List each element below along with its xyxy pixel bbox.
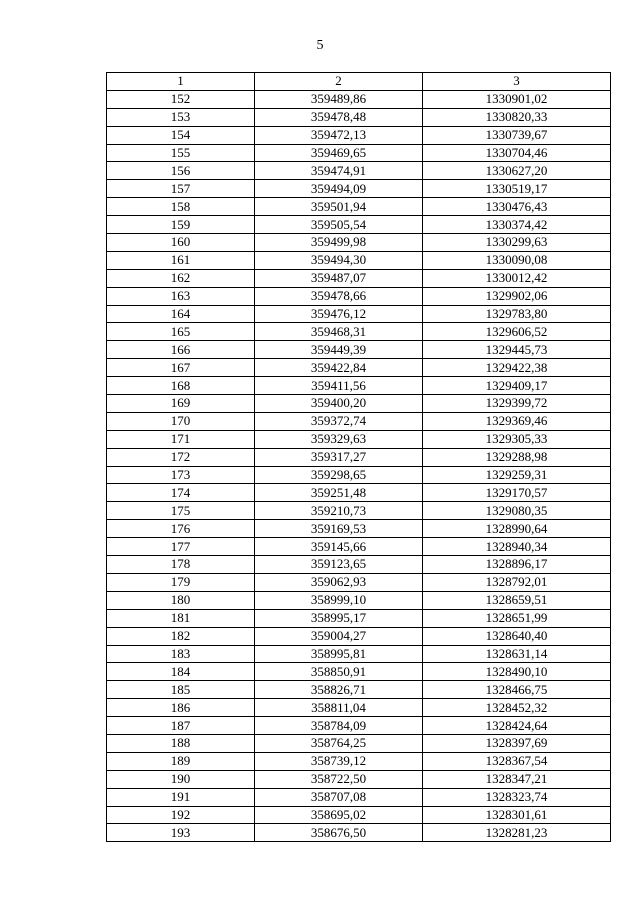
y-coordinate-cell: 1329305,33	[423, 430, 611, 448]
y-coordinate-cell: 1330374,42	[423, 216, 611, 234]
x-coordinate-cell: 359372,74	[255, 412, 423, 430]
y-coordinate-cell: 1329288,98	[423, 448, 611, 466]
table-row	[107, 627, 611, 645]
table-row	[107, 573, 611, 591]
table-row	[107, 180, 611, 198]
y-coordinate-cell: 1328466,75	[423, 681, 611, 699]
table-row	[107, 395, 611, 413]
point-number-cell: 173	[107, 466, 255, 484]
x-coordinate-cell: 359317,27	[255, 448, 423, 466]
table-row	[107, 412, 611, 430]
point-number-cell: 153	[107, 108, 255, 126]
table-row	[107, 734, 611, 752]
y-coordinate-cell: 1328323,74	[423, 788, 611, 806]
point-number-cell: 191	[107, 788, 255, 806]
table-row	[107, 752, 611, 770]
point-number-cell: 162	[107, 269, 255, 287]
x-coordinate-cell: 359422,84	[255, 359, 423, 377]
x-coordinate-cell: 359494,09	[255, 180, 423, 198]
x-coordinate-cell: 358695,02	[255, 806, 423, 824]
y-coordinate-cell: 1330704,46	[423, 144, 611, 162]
table-row	[107, 144, 611, 162]
point-number-cell: 180	[107, 591, 255, 609]
page-number: 5	[316, 38, 324, 53]
point-number-cell: 154	[107, 126, 255, 144]
y-coordinate-cell: 1328631,14	[423, 645, 611, 663]
y-coordinate-cell: 1328301,61	[423, 806, 611, 824]
point-number-cell: 178	[107, 556, 255, 574]
point-number-cell: 168	[107, 377, 255, 395]
table-row	[107, 108, 611, 126]
y-coordinate-cell: 1330519,17	[423, 180, 611, 198]
table-row	[107, 448, 611, 466]
table-row	[107, 824, 611, 842]
x-coordinate-cell: 359169,53	[255, 520, 423, 538]
table-row	[107, 251, 611, 269]
point-number-cell: 155	[107, 144, 255, 162]
table-row	[107, 216, 611, 234]
point-number-cell: 169	[107, 395, 255, 413]
table-row	[107, 770, 611, 788]
point-number-cell: 160	[107, 234, 255, 252]
x-coordinate-cell: 358764,25	[255, 734, 423, 752]
table-row	[107, 359, 611, 377]
x-coordinate-cell: 359494,30	[255, 251, 423, 269]
table-row	[107, 377, 611, 395]
x-coordinate-cell: 359469,65	[255, 144, 423, 162]
table-row	[107, 126, 611, 144]
point-number-cell: 159	[107, 216, 255, 234]
y-coordinate-cell: 1330627,20	[423, 162, 611, 180]
point-number-cell: 183	[107, 645, 255, 663]
table-row	[107, 234, 611, 252]
x-coordinate-cell: 359499,98	[255, 234, 423, 252]
y-coordinate-cell: 1330901,02	[423, 90, 611, 108]
table-row	[107, 717, 611, 735]
point-number-cell: 185	[107, 681, 255, 699]
y-coordinate-cell: 1328281,23	[423, 824, 611, 842]
table-row	[107, 305, 611, 323]
y-coordinate-cell: 1330739,67	[423, 126, 611, 144]
y-coordinate-cell: 1328640,40	[423, 627, 611, 645]
y-coordinate-cell: 1328452,32	[423, 699, 611, 717]
y-coordinate-cell: 1329409,17	[423, 377, 611, 395]
table-row	[107, 806, 611, 824]
x-coordinate-cell: 358850,91	[255, 663, 423, 681]
point-number-cell: 167	[107, 359, 255, 377]
x-coordinate-cell: 359472,13	[255, 126, 423, 144]
x-coordinate-cell: 358995,17	[255, 609, 423, 627]
y-coordinate-cell: 1329170,57	[423, 484, 611, 502]
x-coordinate-cell: 358676,50	[255, 824, 423, 842]
y-coordinate-cell: 1330820,33	[423, 108, 611, 126]
point-number-cell: 175	[107, 502, 255, 520]
y-coordinate-cell: 1329080,35	[423, 502, 611, 520]
y-coordinate-cell: 1328397,69	[423, 734, 611, 752]
y-coordinate-cell: 1329783,80	[423, 305, 611, 323]
point-number-cell: 170	[107, 412, 255, 430]
point-number-cell: 165	[107, 323, 255, 341]
point-number-cell: 179	[107, 573, 255, 591]
point-number-cell: 172	[107, 448, 255, 466]
table-row	[107, 430, 611, 448]
point-number-cell: 190	[107, 770, 255, 788]
y-coordinate-cell: 1329399,72	[423, 395, 611, 413]
table-row	[107, 520, 611, 538]
table-row	[107, 287, 611, 305]
point-number-cell: 158	[107, 198, 255, 216]
y-coordinate-cell: 1330299,63	[423, 234, 611, 252]
coordinates-table	[106, 72, 611, 842]
y-coordinate-cell: 1330476,43	[423, 198, 611, 216]
table-row	[107, 341, 611, 359]
y-coordinate-cell: 1328490,10	[423, 663, 611, 681]
table-row	[107, 323, 611, 341]
y-coordinate-cell: 1329422,38	[423, 359, 611, 377]
point-number-cell: 164	[107, 305, 255, 323]
x-coordinate-cell: 358784,09	[255, 717, 423, 735]
table-row	[107, 609, 611, 627]
y-coordinate-cell: 1330090,08	[423, 251, 611, 269]
point-number-cell: 182	[107, 627, 255, 645]
y-coordinate-cell: 1329606,52	[423, 323, 611, 341]
table-row	[107, 591, 611, 609]
table-body	[107, 90, 611, 841]
y-coordinate-cell: 1328424,64	[423, 717, 611, 735]
point-number-cell: 186	[107, 699, 255, 717]
y-coordinate-cell: 1328659,51	[423, 591, 611, 609]
table-row	[107, 198, 611, 216]
table-row	[107, 90, 611, 108]
x-coordinate-cell: 359411,56	[255, 377, 423, 395]
table-row	[107, 663, 611, 681]
point-number-cell: 163	[107, 287, 255, 305]
x-coordinate-cell: 359210,73	[255, 502, 423, 520]
point-number-cell: 188	[107, 734, 255, 752]
table-row	[107, 484, 611, 502]
x-coordinate-cell: 359478,66	[255, 287, 423, 305]
x-coordinate-cell: 359501,94	[255, 198, 423, 216]
x-coordinate-cell: 359062,93	[255, 573, 423, 591]
point-number-cell: 152	[107, 90, 255, 108]
x-coordinate-cell: 359449,39	[255, 341, 423, 359]
table-header-row	[107, 73, 611, 91]
x-coordinate-cell: 359476,12	[255, 305, 423, 323]
x-coordinate-cell: 358707,08	[255, 788, 423, 806]
table-row	[107, 681, 611, 699]
table-row	[107, 162, 611, 180]
x-coordinate-cell: 359298,65	[255, 466, 423, 484]
y-coordinate-cell: 1329902,06	[423, 287, 611, 305]
point-number-cell: 189	[107, 752, 255, 770]
table-row	[107, 269, 611, 287]
x-coordinate-cell: 359123,65	[255, 556, 423, 574]
x-coordinate-cell: 359145,66	[255, 538, 423, 556]
table-header	[107, 73, 611, 91]
x-coordinate-cell: 359478,48	[255, 108, 423, 126]
y-coordinate-cell: 1328940,34	[423, 538, 611, 556]
point-number-cell: 166	[107, 341, 255, 359]
x-coordinate-cell: 358999,10	[255, 591, 423, 609]
point-number-cell: 177	[107, 538, 255, 556]
y-coordinate-cell: 1328792,01	[423, 573, 611, 591]
x-coordinate-cell: 359487,07	[255, 269, 423, 287]
table-row	[107, 502, 611, 520]
x-coordinate-cell: 358826,71	[255, 681, 423, 699]
x-coordinate-cell: 358811,04	[255, 699, 423, 717]
y-coordinate-cell: 1328896,17	[423, 556, 611, 574]
x-coordinate-cell: 359004,27	[255, 627, 423, 645]
column-header-3: 3	[423, 73, 611, 91]
y-coordinate-cell: 1328651,99	[423, 609, 611, 627]
table-row	[107, 538, 611, 556]
column-header-1: 1	[107, 73, 255, 91]
point-number-cell: 157	[107, 180, 255, 198]
point-number-cell: 161	[107, 251, 255, 269]
x-coordinate-cell: 359474,91	[255, 162, 423, 180]
x-coordinate-cell: 359400,20	[255, 395, 423, 413]
y-coordinate-cell: 1328367,54	[423, 752, 611, 770]
point-number-cell: 176	[107, 520, 255, 538]
y-coordinate-cell: 1329369,46	[423, 412, 611, 430]
table-row	[107, 466, 611, 484]
x-coordinate-cell: 359251,48	[255, 484, 423, 502]
point-number-cell: 192	[107, 806, 255, 824]
x-coordinate-cell: 358739,12	[255, 752, 423, 770]
point-number-cell: 187	[107, 717, 255, 735]
y-coordinate-cell: 1329445,73	[423, 341, 611, 359]
x-coordinate-cell: 359468,31	[255, 323, 423, 341]
y-coordinate-cell: 1328990,64	[423, 520, 611, 538]
point-number-cell: 184	[107, 663, 255, 681]
point-number-cell: 193	[107, 824, 255, 842]
point-number-cell: 156	[107, 162, 255, 180]
x-coordinate-cell: 358995,81	[255, 645, 423, 663]
table-row	[107, 788, 611, 806]
x-coordinate-cell: 359505,54	[255, 216, 423, 234]
y-coordinate-cell: 1330012,42	[423, 269, 611, 287]
x-coordinate-cell: 359489,86	[255, 90, 423, 108]
y-coordinate-cell: 1329259,31	[423, 466, 611, 484]
table-row	[107, 556, 611, 574]
point-number-cell: 171	[107, 430, 255, 448]
table-row	[107, 699, 611, 717]
table-row	[107, 645, 611, 663]
point-number-cell: 181	[107, 609, 255, 627]
x-coordinate-cell: 358722,50	[255, 770, 423, 788]
y-coordinate-cell: 1328347,21	[423, 770, 611, 788]
column-header-2: 2	[255, 73, 423, 91]
x-coordinate-cell: 359329,63	[255, 430, 423, 448]
point-number-cell: 174	[107, 484, 255, 502]
